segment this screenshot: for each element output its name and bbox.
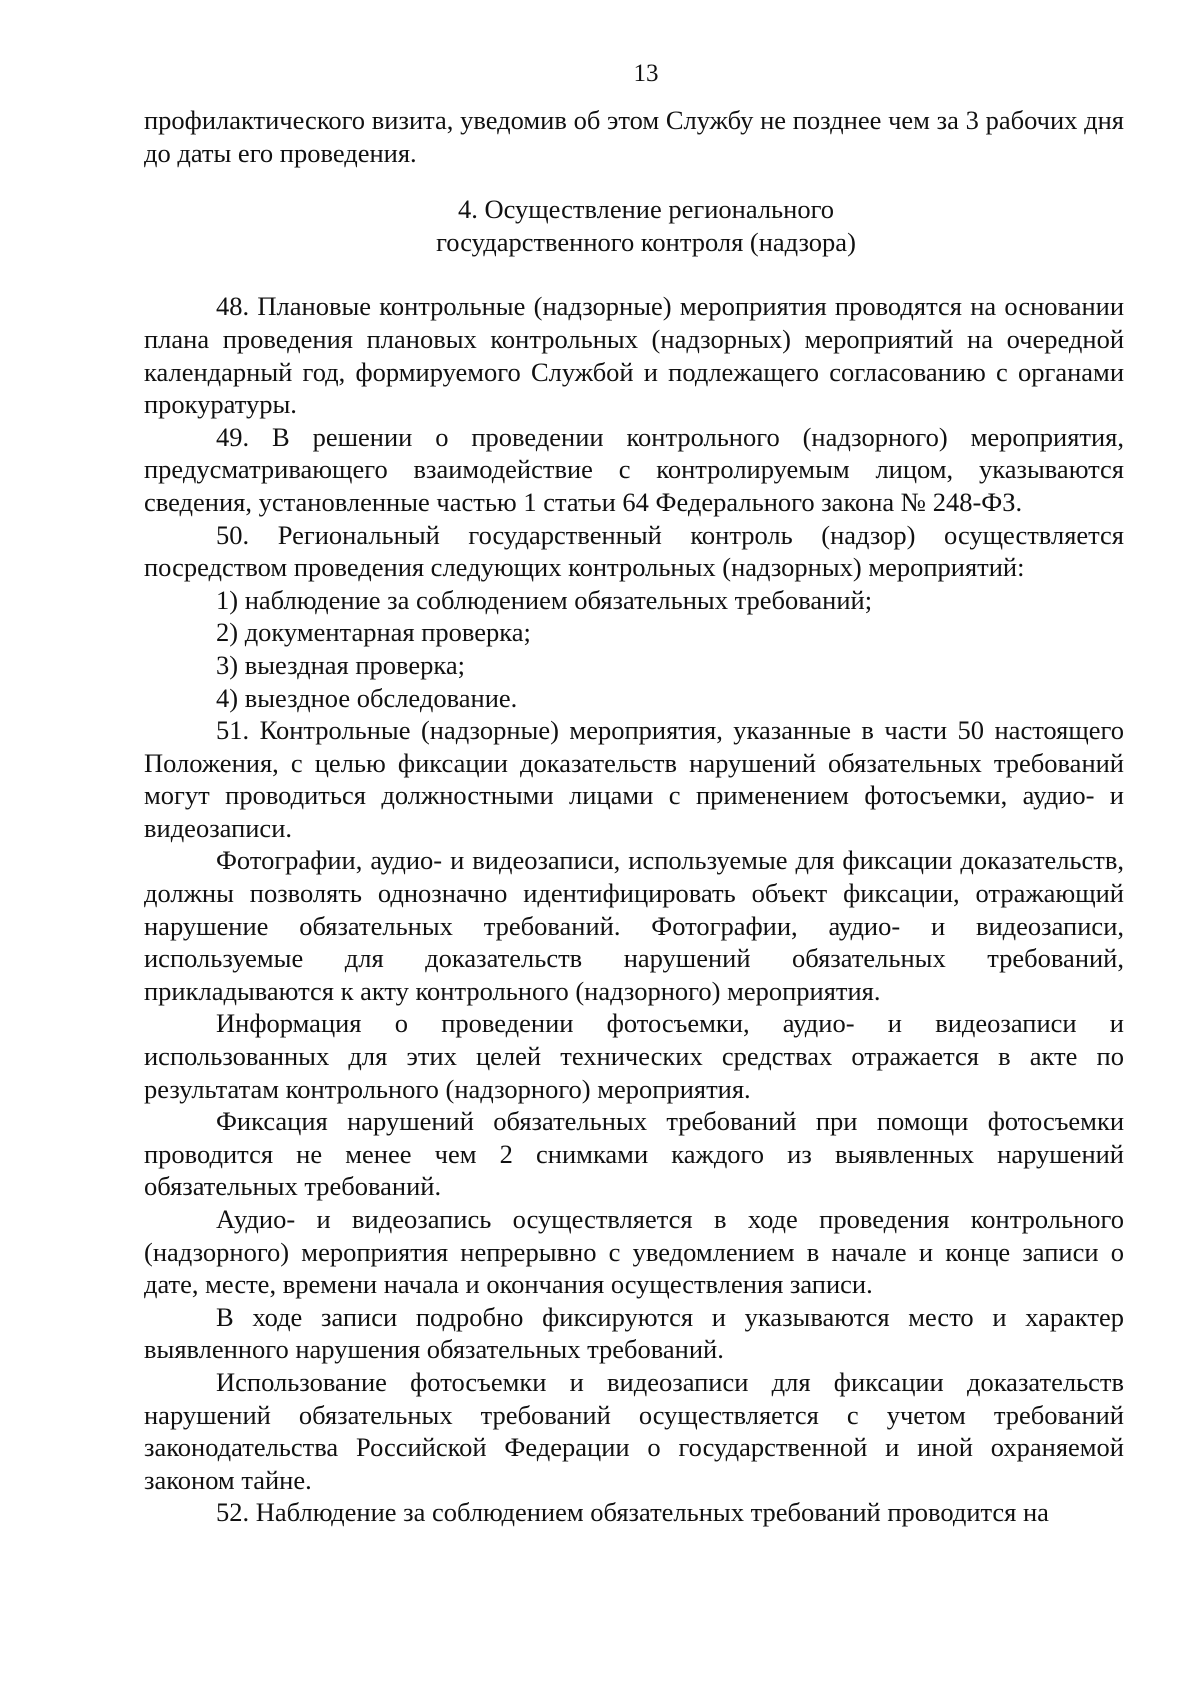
list-item: 2) документарная проверка;	[216, 617, 531, 648]
document-page	[144, 58, 1124, 1529]
section-heading-line-2: государственного контроля (надзора)	[436, 226, 856, 257]
paragraph-50: 50. Региональный государственный контроль (надзор) осуществляется посредством проведения следующих контрольных (надзорных) мероприятий:	[144, 519, 1124, 583]
intro-paragraph: профилактического визита, уведомив об этом Службу не позднее чем за 3 рабочих дня до даты его проведения.	[144, 105, 1124, 168]
paragraph-51-audio: Аудио- и видеозапись осуществляется в ходе проведения контрольного (надзорного) мероприятия непрерывно с уведомлением в начале и конце записи о дате, месте, времени начала и окончания осуществления записи.	[144, 1204, 1124, 1300]
paragraph-51-photo: Фотографии, аудио- и видеозаписи, используемые для фиксации доказательств, должны позволять однозначно идентифицировать объект фиксации, отражающий нарушение обязательных требований. Фотографии, аудио- и видеозаписи, используемые для доказательств нарушений обязательных требований, прикладываются к акту контрольного (надзорного) мероприятия.	[144, 845, 1124, 1006]
paragraph-51-record: В ходе записи подробно фиксируются и указываются место и характер выявленного нарушения обязательных требований.	[144, 1301, 1124, 1365]
list-item: 4) выездное обследование.	[216, 682, 518, 713]
paragraph-52: 52. Наблюдение за соблюдением обязательных требований проводится на	[216, 1497, 1049, 1528]
paragraph-51: 51. Контрольные (надзорные) мероприятия, указанные в части 50 настоящего Положения, с целью фиксации доказательств нарушений обязательных требований могут проводиться должностными лицами с применением фотосъемки, аудио- и видеозаписи.	[144, 715, 1124, 843]
paragraph-49: 49. В решении о проведении контрольного (надзорного) мероприятия, предусматривающего взаимодействие с контролируемым лицом, указываются сведения, установленные частью 1 статьи 64 Федерального закона № 248-ФЗ.	[144, 421, 1124, 517]
paragraph-51-info: Информация о проведении фотосъемки, аудио- и видеозаписи и использованных для этих целей технических средствах отражается в акте по результатам контрольного (надзорного) мероприятия.	[144, 1008, 1124, 1104]
section-heading-line-1: 4. Осуществление регионального	[457, 194, 835, 225]
paragraph-51-use: Использование фотосъемки и видеозаписи для фиксации доказательств нарушений обязательных требований осуществляется с учетом требований законодательства Российской Федерации о государственной и иной охраняемой законом тайне.	[144, 1366, 1124, 1495]
paragraph-51-fixation: Фиксация нарушений обязательных требований при помощи фотосъемки проводится не менее чем 2 снимками каждого из выявленных нарушений обязательных требований.	[144, 1106, 1124, 1202]
paragraph-48: 48. Плановые контрольные (надзорные) мероприятия проводятся на основании плана проведения плановых контрольных (надзорных) мероприятий на очередной календарный год, формируемого Службой и подлежащего согласованию с органами прокуратуры.	[144, 291, 1124, 420]
page-number: 13	[633, 60, 659, 87]
list-item: 1) наблюдение за соблюдением обязательных требований;	[216, 584, 873, 615]
list-item: 3) выездная проверка;	[216, 649, 465, 680]
section-heading	[144, 193, 1124, 258]
